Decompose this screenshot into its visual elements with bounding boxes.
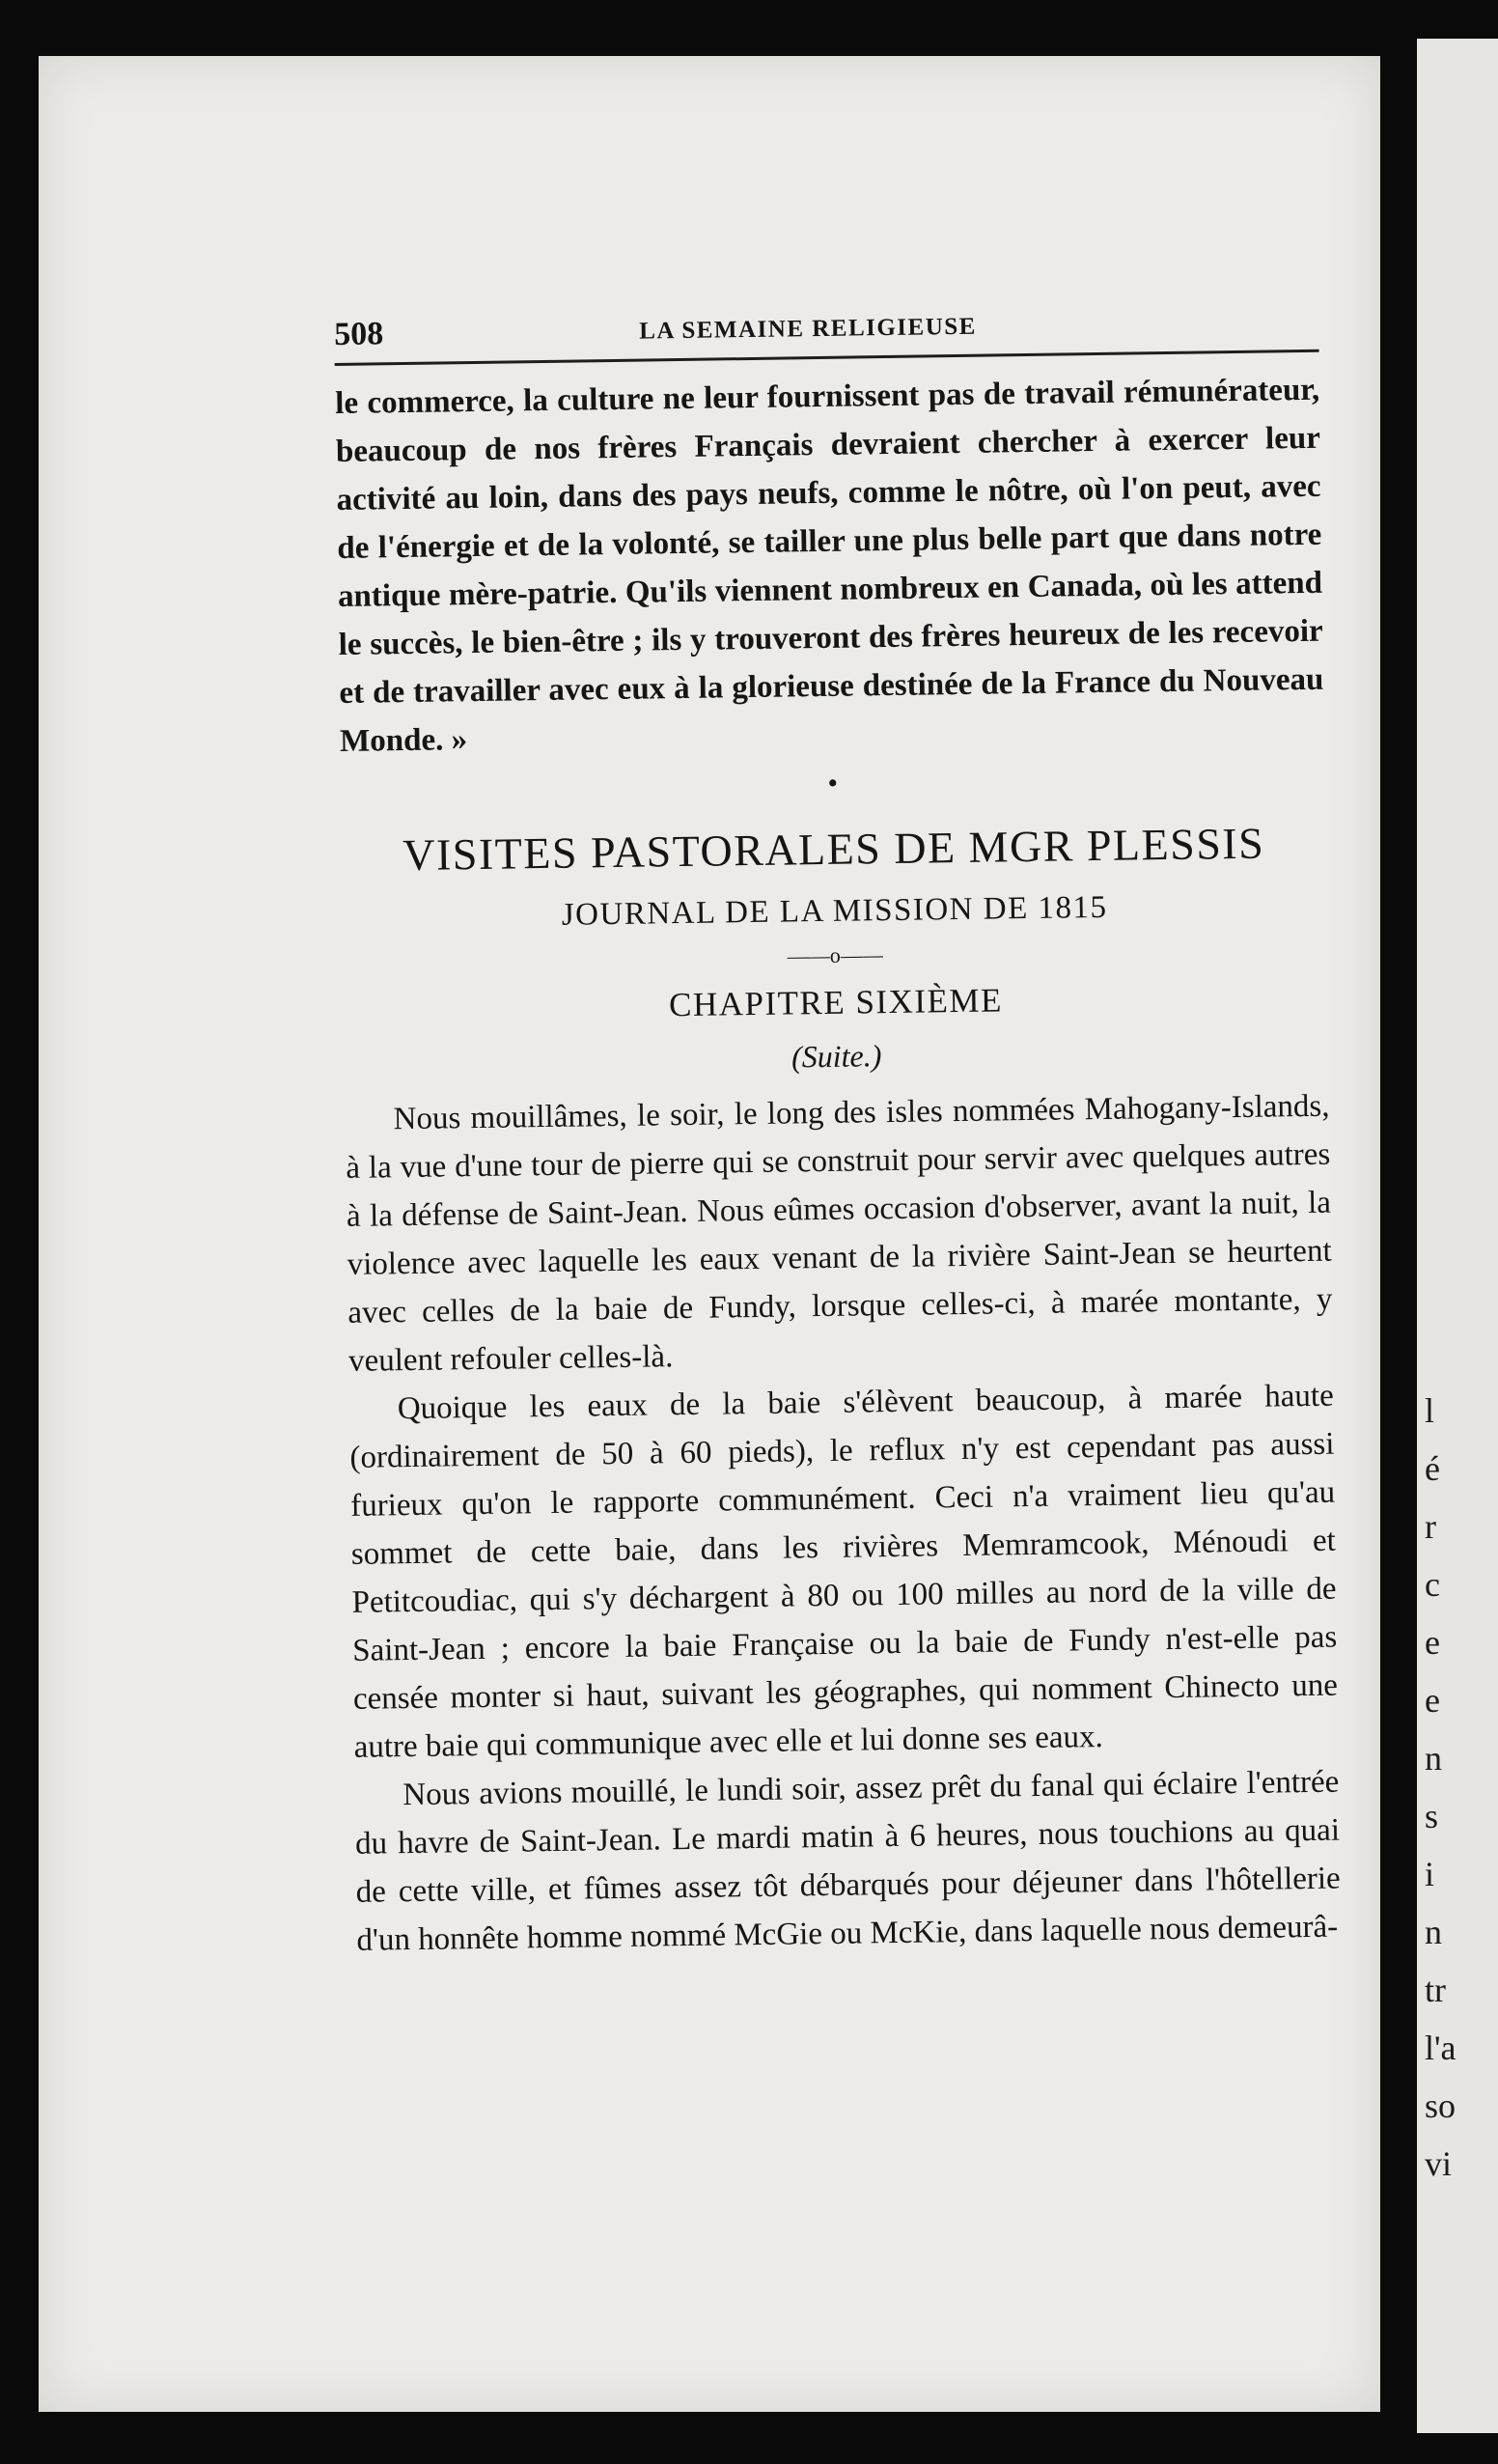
page-content xyxy=(334,303,1342,1965)
separator-dot: • xyxy=(827,767,839,799)
facing-fragment: c xyxy=(1425,1565,1440,1604)
facing-fragment: r xyxy=(1425,1507,1436,1546)
facing-fragment: vi xyxy=(1425,2144,1453,2183)
facing-fragment: n xyxy=(1425,1913,1442,1951)
facing-fragment: tr xyxy=(1425,1971,1446,2009)
facing-fragment: so xyxy=(1425,2086,1456,2125)
page-number: 508 xyxy=(334,316,384,352)
facing-fragment: i xyxy=(1425,1855,1435,1893)
book-page xyxy=(39,56,1380,2412)
body-paragraph: Nous mouillâmes, le soir, le long des isles nommées Mahogany-Islands, à la vue d'une tour de pierre qui se construit pour servir avec quelques autres à la défense de Saint-Jean. Nous eûmes occasion d'observer, avant la nuit, la violence avec laquelle les eaux venant de la rivière Saint-Jean se heurtent avec celles de la baie de Fundy, lorsque celles-ci, à marée montante, y veulent refouler celles-là. xyxy=(346,1088,1333,1379)
facing-fragment: n xyxy=(1425,1739,1442,1778)
chapter-heading: CHAPITRE SIXIÈME xyxy=(668,981,1004,1024)
facing-page-edge xyxy=(1417,39,1498,2433)
ornament-divider: ——o—— xyxy=(787,942,883,968)
facing-fragment: é xyxy=(1425,1449,1440,1488)
section-title: VISITES PASTORALES DE MGR PLESSIS xyxy=(402,818,1265,881)
body-paragraph: Nous avions mouillé, le lundi soir, assez prêt du fanal qui éclaire l'entrée du havre de Saint-Jean. Le mardi matin à 6 heures, nous touchions au quai de cette ville, et fûmes assez tôt débarqués pour déjeuner dans l'hôtellerie d'un honnête homme nommé McGie ou McKie, dans laquelle nous demeurâ- xyxy=(354,1764,1341,1958)
facing-fragment: l'a xyxy=(1425,2029,1456,2067)
continued-paragraph: le commerce, la culture ne leur fournissent pas de travail rémunérateur, beaucoup de nos frères Français devraient chercher à exercer leur activité au loin, dans des pays neufs, comme le nôtre, où l'on peut, avec de l'énergie et de la volonté, se tailler une plus belle part que dans notre antique mère-patrie. Qu'ils viennent nombreux en Canada, où les attend le succès, le bien-être ; ils y trouveront des frères heureux de les recevoir et de travailler avec eux à la glorieuse destinée de la France du Nouveau Monde. » xyxy=(335,372,1324,759)
facing-fragment: l xyxy=(1425,1391,1435,1430)
facing-fragment: e xyxy=(1425,1681,1440,1720)
suite-label: (Suite.) xyxy=(791,1038,882,1075)
running-title: LA SEMAINE RELIGIEUSE xyxy=(639,313,978,345)
running-head xyxy=(334,303,1319,366)
facing-fragment: s xyxy=(1425,1797,1439,1835)
facing-fragment: e xyxy=(1425,1623,1440,1662)
section-subtitle: JOURNAL DE LA MISSION DE 1815 xyxy=(561,889,1108,933)
body-paragraph: Quoique les eaux de la baie s'élèvent beaucoup, à marée haute (ordinairement de 50 à 60 pieds), le reflux n'y est cependant pas aussi furieux qu'on le rapporte communément. Ceci n'a vraiment lieu qu'au sommet de cette baie, dans les rivières Memramcook, Ménoudi et Petitcoudiac, qui s'y déchargent à 80 ou 100 milles au nord de la ville de Saint-Jean ; encore la baie Française ou la baie de Fundy n'est-elle pas censée monter si haut, suivant les géographes, qui nomment Chinecto une autre baie qui communique avec elle et lui donne ses eaux. xyxy=(349,1378,1339,1765)
